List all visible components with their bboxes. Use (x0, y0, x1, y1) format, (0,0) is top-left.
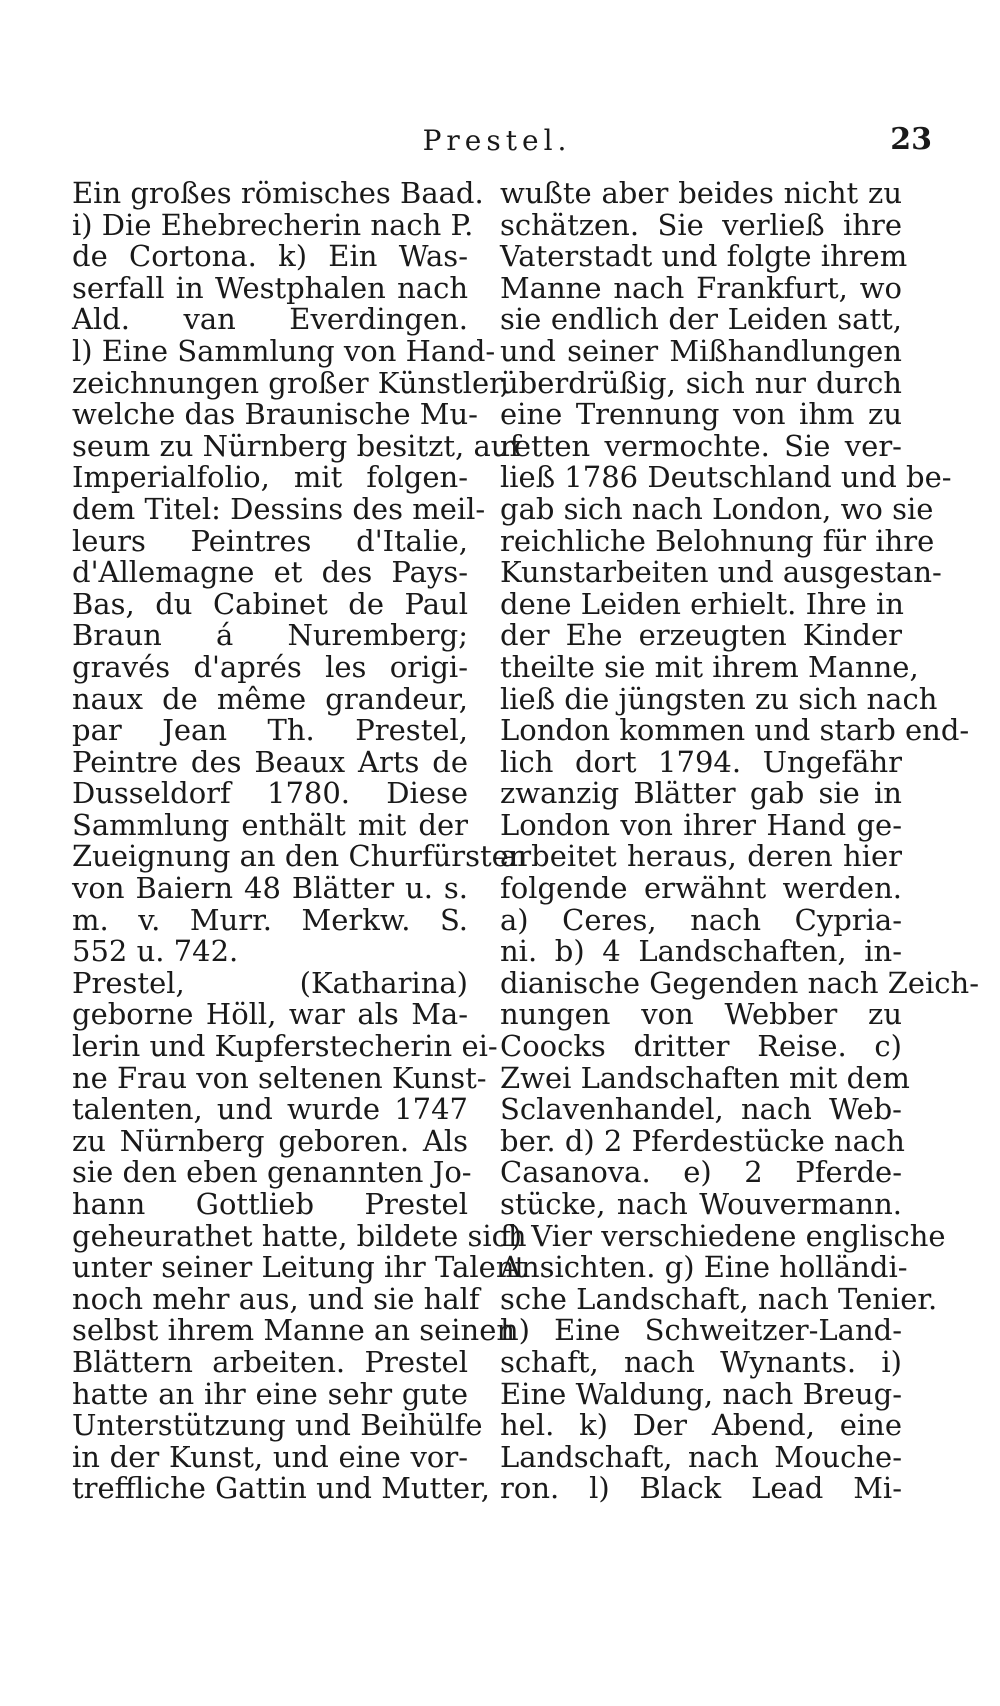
running-head: Prestel. (422, 124, 572, 157)
text-line: schaft, nach Wynants. i) (500, 1344, 902, 1379)
text-line: hel. k) Der Abend, eine (500, 1408, 902, 1443)
text-line: Dusseldorf 1780. Diese (72, 776, 468, 811)
page-number: 23 (890, 122, 932, 157)
text-line: Kunstarbeiten und ausgestan- (500, 555, 942, 590)
text-line: zu Nürnberg geboren. Als (72, 1123, 468, 1158)
text-line: theilte sie mit ihrem Manne, (500, 649, 919, 684)
text-line: treffliche Gattin und Mutter, (72, 1471, 490, 1506)
text-line: Sammlung enthält mit der (72, 807, 468, 842)
text-line: selbst ihrem Manne an seinen (72, 1313, 516, 1348)
text-line: hann Gottlieb Prestel (72, 1187, 468, 1221)
text-line: sche Landschaft, nach Tenier. (500, 1281, 938, 1316)
text-line: Casanova. e) 2 Pferde- (500, 1155, 902, 1190)
text-line: retten vermochte. Sie ver- (500, 428, 902, 463)
text-line: reichliche Belohnung für ihre (500, 523, 935, 558)
text-line: ni. b) 4 Landschaften, in- (500, 934, 902, 969)
text-line: f) Vier verschiedene englische (500, 1218, 946, 1253)
text-line: Peintre des Beaux Arts de (72, 744, 468, 779)
text-line: Unterstützung und Beihülfe (72, 1408, 483, 1443)
text-line: Ein großes römisches Baad. (72, 176, 484, 210)
text-line: noch mehr aus, und sie half (72, 1281, 480, 1316)
text-line: arbeitet heraus, deren hier (500, 839, 902, 874)
text-line: sie den eben genannten Jo- (72, 1155, 472, 1190)
text-line: geborne Höll, war als Ma- (72, 997, 468, 1032)
text-line: Blättern arbeiten. Prestel (72, 1344, 468, 1379)
text-line: nungen von Webber zu (500, 997, 902, 1032)
text-line: Ald. van Everdingen. (72, 302, 468, 337)
text-line: m. v. Murr. Merkw. S. (72, 902, 468, 937)
text-line: ließ die jüngsten zu sich nach (500, 681, 938, 716)
text-line: wußte aber beides nicht zu (500, 176, 902, 210)
text-line: unter seiner Leitung ihr Talent (72, 1250, 527, 1285)
text-line: lerin und Kupferstecherin ei- (72, 1029, 498, 1064)
text-line: London von ihrer Hand ge- (500, 807, 902, 842)
text-line: der Ehe erzeugten Kinder (500, 618, 902, 653)
text-line: dene Leiden erhielt. Ihre in (500, 586, 904, 621)
text-line: naux de même grandeur, (72, 681, 468, 716)
text-line: zwanzig Blätter gab sie in (500, 776, 902, 811)
text-line: stücke, nach Wouvermann. (500, 1187, 902, 1221)
left-column (72, 176, 528, 1506)
text-line: von Baiern 48 Blätter u. s. (72, 871, 468, 906)
text-line: folgende erwähnt werden. (500, 871, 902, 906)
text-line: h) Eine Schweitzer-Land- (500, 1313, 902, 1348)
text-line: Vaterstadt und folgte ihrem (500, 239, 908, 274)
text-line: London kommen und starb end- (500, 713, 970, 748)
text-line: gravés d'aprés les origi- (72, 649, 468, 684)
text-line: d'Allemagne et des Pays- (72, 555, 468, 590)
text-line: ne Frau von seltenen Kunst- (72, 1060, 487, 1095)
text-line: Prestel, (Katharina) (72, 965, 468, 1000)
text-line: a) Ceres, nach Cypria- (500, 902, 902, 937)
text-line: in der Kunst, und eine vor- (72, 1439, 468, 1474)
text-line: eine Trennung von ihm zu (500, 397, 902, 432)
text-line: Zueignung an den Churfürsten (72, 839, 528, 874)
text-line: zeichnungen großer Künstler, (72, 365, 510, 400)
text-line: Bas, du Cabinet de Paul (72, 586, 468, 621)
text-line: Eine Waldung, nach Breug- (500, 1376, 902, 1411)
text-line: dianische Gegenden nach Zeich- (500, 965, 980, 1000)
text-line: talenten, und wurde 1747 (72, 1092, 468, 1127)
text-line: Landschaft, nach Mouche- (500, 1439, 902, 1474)
page-header (62, 118, 932, 168)
text-line: ron. l) Black Lead Mi- (500, 1471, 902, 1506)
text-line: l) Eine Sammlung von Hand- (72, 333, 496, 368)
text-line: seum zu Nürnberg besitzt, auf (72, 428, 521, 463)
text-line: lich dort 1794. Ungefähr (500, 744, 902, 779)
text-line: sie endlich der Leiden satt, (500, 302, 902, 337)
text-line: Imperialfolio, mit folgen- (72, 460, 468, 495)
text-line: leurs Peintres d'Italie, (72, 523, 468, 558)
text-line: ließ 1786 Deutschland und be- (500, 460, 952, 495)
text-line: Ansichten. g) Eine holländi- (500, 1250, 908, 1285)
text-line: ber. d) 2 Pferdestücke nach (500, 1123, 905, 1158)
right-column (500, 176, 980, 1506)
text-line: schätzen. Sie verließ ihre (500, 207, 902, 242)
text-line: Coocks dritter Reise. c) (500, 1029, 902, 1064)
text-line: de Cortona. k) Ein Was- (72, 239, 468, 274)
text-line: Braun á Nuremberg; (72, 618, 468, 653)
text-line: gab sich nach London, wo sie (500, 491, 934, 526)
text-line: serfall in Westphalen nach (72, 270, 468, 305)
text-line: geheurathet hatte, bildete sich (72, 1218, 527, 1253)
text-line: 552 u. 742. (72, 934, 239, 969)
text-line: par Jean Th. Prestel, (72, 713, 468, 748)
text-line: Zwei Landschaften mit dem (500, 1060, 910, 1095)
text-line: und seiner Mißhandlungen (500, 333, 902, 368)
text-line: überdrüßig, sich nur durch (500, 365, 902, 400)
text-line: hatte an ihr eine sehr gute (72, 1376, 468, 1411)
text-line: i) Die Ehebrecherin nach P. (72, 207, 474, 242)
text-line: Sclavenhandel, nach Web- (500, 1092, 902, 1127)
text-line: welche das Braunische Mu- (72, 397, 478, 432)
text-line: Manne nach Frankfurt, wo (500, 270, 902, 305)
text-line: dem Titel: Dessins des meil- (72, 491, 486, 526)
